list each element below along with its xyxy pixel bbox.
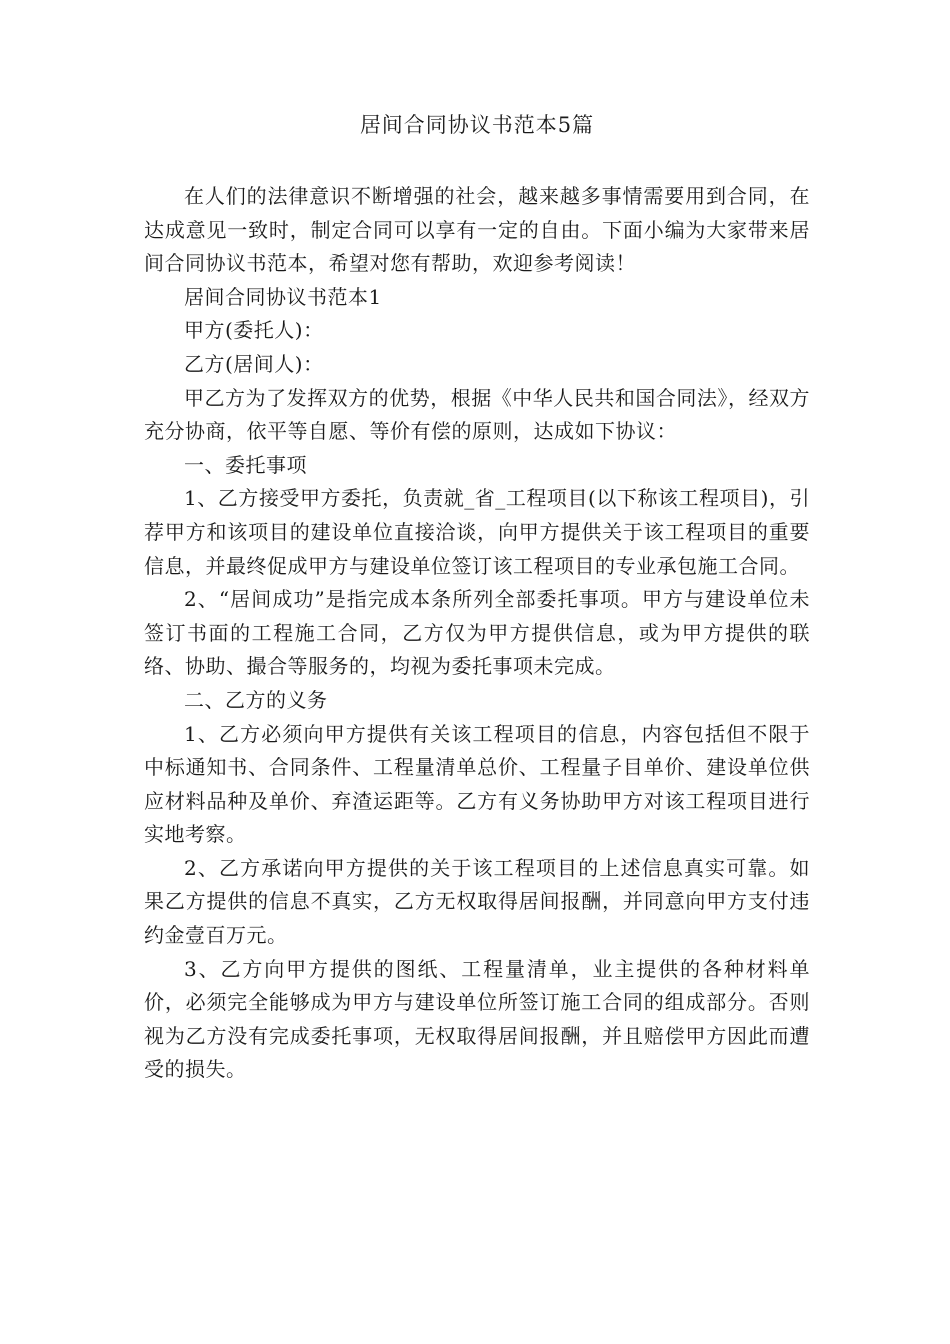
paragraph-clause-1-2: 2、“居间成功”是指完成本条所列全部委托事项。甲方与建设单位未签订书面的工程施工合同，乙方仅为甲方提供信息，或为甲方提供的联络、协助、撮合等服务的，均视为委托事项未完成。: [144, 587, 810, 679]
paragraph-heading-commission: 一、委托事项: [184, 452, 307, 477]
paragraph-party-a: 甲方(委托人)：: [184, 318, 324, 343]
paragraph-preamble: 甲乙方为了发挥双方的优势，根据《中华人民共和国合同法》，经双方充分协商，依平等自愿、等价有偿的原则，达成如下协议：: [144, 385, 810, 444]
paragraph-intro: 在人们的法律意识不断增强的社会，越来越多事情需要用到合同，在达成意见一致时，制定合同可以享有一定的自由。下面小编为大家带来居间合同协议书范本，希望对您有帮助，欢迎参考阅读！: [144, 184, 810, 276]
paragraph-clause-2-2: 2、乙方承诺向甲方提供的关于该工程项目的上述信息真实可靠。如果乙方提供的信息不真实，乙方无权取得居间报酬，并同意向甲方支付违约金壹百万元。: [144, 855, 810, 948]
paragraph-clause-1-1: 1、乙方接受甲方委托，负责就_省_工程项目(以下称该工程项目)，引荐甲方和该项目的建设单位直接洽谈，向甲方提供关于该工程项目的重要信息，并最终促成甲方与建设单位签订该工程项目的专业承包施工合同。: [144, 486, 810, 578]
paragraph-party-b: 乙方(居间人)：: [184, 351, 324, 376]
document-title: 居间合同协议书范本5篇: [359, 113, 595, 137]
paragraph-section-heading: 居间合同协议书范本1: [184, 284, 382, 309]
paragraph-clause-2-3: 3、乙方向甲方提供的图纸、工程量清单，业主提供的各种材料单价，必须完全能够成为甲方与建设单位所签订施工合同的组成部分。否则视为乙方没有完成委托事项，无权取得居间报酬，并且赔偿甲方因此而遭受的损失。: [144, 956, 810, 1082]
paragraph-heading-obligations: 二、乙方的义务: [184, 687, 328, 712]
paragraph-clause-2-1: 1、乙方必须向甲方提供有关该工程项目的信息，内容包括但不限于中标通知书、合同条件、工程量清单总价、工程量子目单价、建设单位供应材料品种及单价、弃渣运距等。乙方有义务协助甲方对该工程项目进行实地考察。: [144, 721, 810, 847]
